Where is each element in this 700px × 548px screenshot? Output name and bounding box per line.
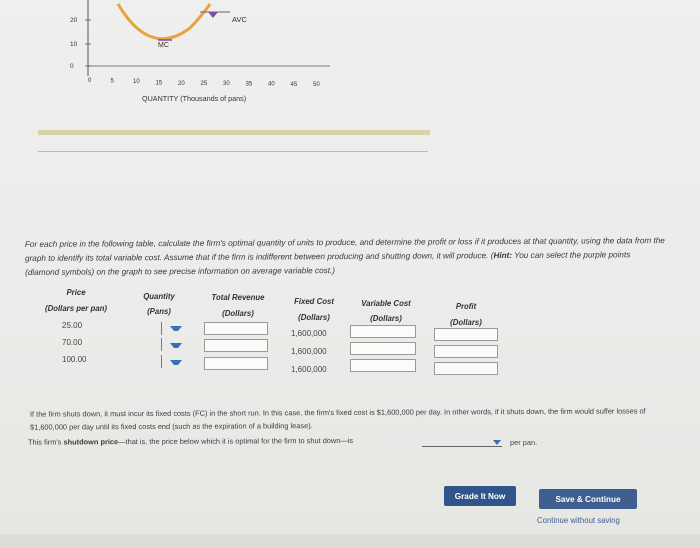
variable-cost-input-1[interactable] — [350, 342, 416, 355]
x-tick-label: 5 — [110, 78, 114, 85]
price-cell: 100.00 — [62, 355, 87, 364]
bottom-strip — [0, 534, 700, 548]
quantity-dropdown-divider — [161, 322, 162, 335]
profit-input-0[interactable] — [434, 328, 498, 341]
fixed-cost-cell: 1,600,000 — [291, 347, 327, 356]
price-unit-header: (Dollars per pan) — [45, 304, 107, 313]
instructions-text: For each price in the following table, calculate the firm's optimal quantity of units to produce, and determine the profit or loss if it produces at that quantity, using the data from the graph to identify its total variable cost. Assume that if the firm is indifferent between producing and shutting down, it will produce. ( — [24, 236, 665, 263]
x-tick-label: 10 — [133, 78, 140, 85]
shutdown-question — [28, 434, 668, 446]
mc-label: MC — [158, 42, 169, 49]
avc-label: AVC — [232, 15, 247, 24]
y-tick-label: 20 — [70, 17, 78, 24]
variable-cost-input-2[interactable] — [350, 359, 416, 372]
quantity-header: Quantity — [143, 292, 175, 301]
chevron-down-icon[interactable] — [493, 440, 501, 445]
x-tick-label: 20 — [178, 80, 185, 87]
x-tick-label: 0 — [88, 78, 92, 84]
profit-input-1[interactable] — [434, 345, 498, 358]
instructions — [25, 234, 665, 280]
hint-text: You can select the purple points (diamond symbols) on the graph to see precise information on average variable cost.) — [25, 250, 631, 277]
revenue-header: Total Revenue — [211, 293, 265, 302]
total-revenue-input-2[interactable] — [204, 357, 268, 370]
fixed-cost-unit-header: (Dollars) — [298, 313, 330, 322]
grade-it-now-button[interactable]: Grade It Now — [444, 486, 516, 506]
cost-curves-graph — [40, 0, 400, 110]
mc-curve — [118, 4, 210, 39]
x-tick-label: 25 — [200, 81, 208, 87]
avc-diamond-icon[interactable] — [208, 12, 218, 18]
quantity-dropdown-0[interactable] — [170, 326, 182, 331]
x-tick-label: 35 — [245, 81, 253, 88]
total-revenue-input-1[interactable] — [204, 339, 268, 352]
x-tick-label: 30 — [223, 81, 230, 88]
x-tick-label: 45 — [290, 81, 298, 88]
profit-input-2[interactable] — [434, 362, 498, 375]
quantity-dropdown-divider — [161, 338, 162, 351]
continue-without-saving-link[interactable]: Continue without saving — [537, 516, 620, 525]
revenue-unit-header: (Dollars) — [222, 309, 254, 318]
shutdown-prefix: This firm's — [27, 437, 64, 447]
variable-cost-unit-header: (Dollars) — [370, 314, 402, 323]
per-pan-label: per pan. — [510, 438, 538, 447]
fixed-cost-header: Fixed Cost — [294, 297, 334, 306]
price-cell: 70.00 — [62, 338, 83, 347]
y-tick-label: 0 — [70, 63, 74, 70]
shutdown-price-term: shutdown price — [63, 437, 119, 447]
save-and-continue-button[interactable]: Save & Continue — [539, 489, 637, 509]
hint-label: Hint: — [493, 250, 513, 261]
shutdown-price-dropdown[interactable] — [422, 446, 502, 447]
shutdown-suffix: —that is, the price below which it is optimal for the firm to shut down—is — [118, 435, 354, 447]
quantity-unit-header: (Pans) — [147, 307, 171, 316]
profit-unit-header: (Dollars) — [450, 318, 482, 327]
x-tick-label: 15 — [155, 80, 163, 87]
graph-bottom-bar — [38, 130, 430, 135]
total-revenue-input-0[interactable] — [204, 322, 268, 335]
fixed-cost-paragraph: If the firm shuts down, it must incur its fixed costs (FC) in the short run. In this case, the firm's fixed cost is $1,600,000 per day. In other words, if it shuts down, the firm would suffer losses of $1,600,000 per day until its fixed costs end (such as the expiration of a building lease). — [29, 406, 646, 432]
price-header: Price — [66, 288, 86, 297]
x-tick-label: 40 — [268, 81, 275, 88]
quantity-dropdown-1[interactable] — [170, 343, 182, 348]
fixed-cost-cell: 1,600,000 — [291, 329, 327, 338]
y-tick-label: 10 — [70, 41, 78, 48]
fixed-cost-cell: 1,600,000 — [291, 365, 327, 374]
x-tick-label: 50 — [313, 82, 320, 88]
variable-cost-header: Variable Cost — [361, 299, 411, 308]
x-axis-label: QUANTITY (Thousands of pans) — [142, 94, 247, 103]
variable-cost-input-0[interactable] — [350, 325, 416, 338]
profit-header: Profit — [455, 302, 477, 311]
quantity-dropdown-divider — [161, 355, 162, 368]
quantity-dropdown-2[interactable] — [170, 360, 182, 365]
section-divider — [38, 151, 428, 152]
price-cell: 25.00 — [62, 321, 83, 330]
